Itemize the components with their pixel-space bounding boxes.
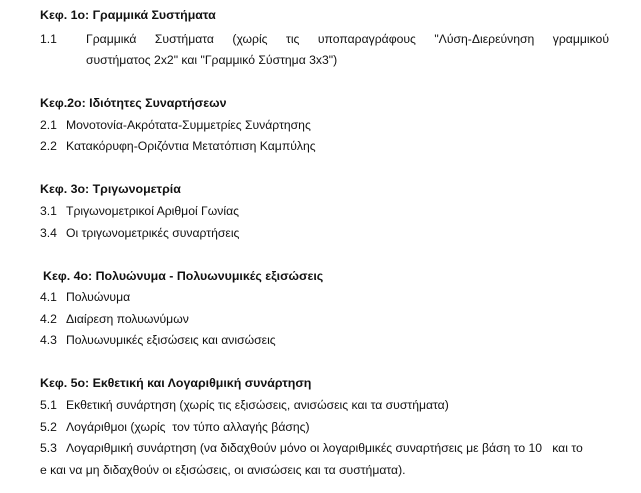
item-number: 3.4 (40, 226, 57, 240)
item-1-1-text-line1: Γραμμικά Συστήματα (χωρίς τις υποπαραγράφους "Λύση-Διερεύνηση γραμμικού (86, 32, 609, 46)
item-number: 4.1 (40, 290, 57, 304)
item-number: 3.1 (40, 204, 57, 218)
item-text: Κατακόρυφη-Οριζόντια Μετατόπιση Καμπύλης (66, 139, 316, 153)
chapter-2-heading: Κεφ.2ο: Ιδιότητες Συναρτήσεων (40, 96, 227, 110)
chapter-1-heading: Κεφ. 1ο: Γραμμικά Συστήματα (40, 8, 216, 22)
item-number: 1.1 (40, 32, 57, 46)
item-4-1 (40, 289, 600, 305)
item-2-2 (40, 138, 600, 154)
item-text: Τριγωνομετρικοί Αριθμοί Γωνίας (66, 204, 240, 218)
item-5-3-text-line2: e και να μη διδαχθούν οι εξισώσεις, οι ανισώσεις και τα συστήματα). (40, 463, 406, 477)
item-number: 4.2 (40, 312, 57, 326)
item-4-2 (40, 311, 600, 327)
item-1-1-text-line2: συστήματος 2x2" και "Γραμμικό Σύστημα 3x3") (86, 53, 338, 67)
item-number: 2.2 (40, 139, 57, 153)
chapter-3-heading: Κεφ. 3ο: Τριγωνομετρία (40, 182, 181, 196)
item-text: Λογάριθμοι (χωρίς τον τύπο αλλαγής βάσης) (66, 420, 310, 434)
item-5-3 (40, 440, 620, 456)
item-5-1 (40, 397, 620, 413)
item-4-3 (40, 332, 600, 348)
item-number: 2.1 (40, 118, 57, 132)
item-text: Πολυωνυμικές εξισώσεις και ανισώσεις (66, 333, 276, 347)
item-5-2 (40, 419, 620, 435)
item-text: Μονοτονία-Ακρότατα-Συμμετρίες Συνάρτησης (66, 118, 311, 132)
chapter-4-heading: Κεφ. 4ο: Πολυώνυμα - Πολυωνυμικές εξισώσεις (43, 269, 324, 283)
item-number: 5.3 (40, 441, 57, 455)
item-number: 4.3 (40, 333, 57, 347)
item-number: 5.1 (40, 398, 57, 412)
item-3-1 (40, 203, 600, 219)
item-3-4 (40, 225, 600, 241)
item-text: Εκθετική συνάρτηση (χωρίς τις εξισώσεις, ανισώσεις και τα συστήματα) (66, 398, 449, 412)
item-text: Διαίρεση πολυωνύμων (66, 312, 189, 326)
item-2-1 (40, 117, 600, 133)
chapter-5-heading: Κεφ. 5ο: Εκθετική και Λογαριθμική συνάρτηση (40, 376, 312, 390)
item-text-line1: Λογαριθμική συνάρτηση (να διδαχθούν μόνο οι λογαριθμικές συναρτήσεις με βάση το 10 και το (66, 441, 583, 455)
item-text: Πολυώνυμα (66, 290, 131, 304)
item-number: 5.2 (40, 420, 57, 434)
item-text: Οι τριγωνομετρικές συναρτήσεις (66, 226, 240, 240)
